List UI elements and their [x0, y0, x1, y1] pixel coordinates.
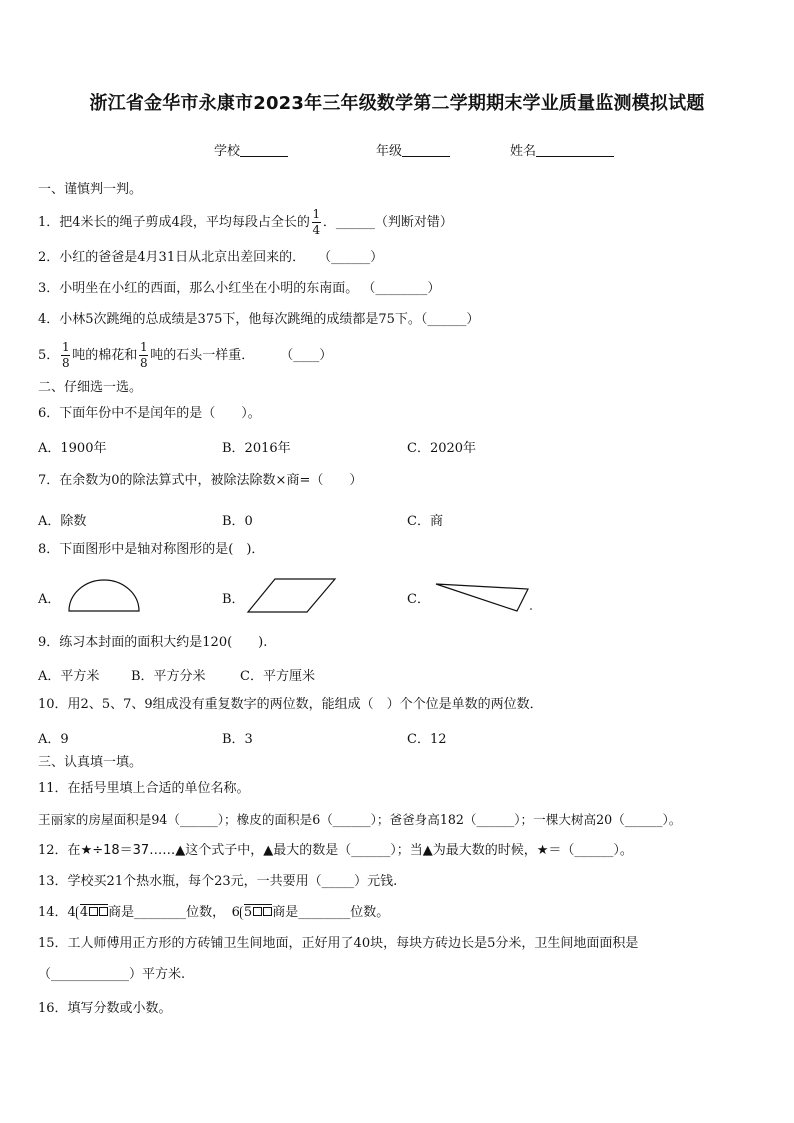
- question-14: 14．4 4 商是________位数， 6 5 商是________位数。: [38, 905, 390, 920]
- question-2: 2．小红的爸爸是4月31日从北京出差回来的． （______）: [38, 250, 384, 265]
- fraction-one-quarter: $\frac{1}{4}$: [312, 207, 321, 237]
- long-division-bracket: 4: [76, 904, 108, 922]
- q10-option-a[interactable]: A．9: [38, 732, 69, 747]
- question-15-blank: （____________）平方米.: [38, 967, 186, 982]
- name-label: 姓名: [510, 144, 537, 159]
- q7-option-b[interactable]: B．0: [222, 514, 253, 529]
- q7-option-c[interactable]: C．商: [407, 514, 443, 529]
- question-16: 16．填写分数或小数。: [38, 1001, 172, 1016]
- fraction-one-eighth: $\frac{1}{8}$: [139, 340, 148, 370]
- parallelogram-shape: [246, 577, 338, 615]
- question-9: 9．练习本封面的面积大约是120( ).: [38, 635, 268, 650]
- q10-option-b[interactable]: B．3: [222, 732, 253, 747]
- question-6: 6．下面年份中不是闰年的是（ ）。: [38, 406, 261, 421]
- page-title: 浙江省金华市永康市2023年三年级数学第二学期期末学业质量监测模拟试题: [89, 93, 705, 114]
- q9-option-c[interactable]: C．平方厘米: [240, 669, 315, 684]
- semicircle-shape: [66, 577, 142, 613]
- question-8: 8．下面图形中是轴对称图形的是( )．: [38, 542, 265, 557]
- question-7: 7．在余数为0的除法算式中，被除法除数×商=（ ）: [38, 473, 363, 488]
- question-12: 12．在★÷18＝37……▲这个式子中，▲最大的数是（______）；当▲为最大数的时候，★＝（______）。: [38, 843, 633, 858]
- q6-option-a[interactable]: A．1900年: [38, 441, 107, 456]
- question-3: 3．小明坐在小红的西面，那么小红坐在小明的东南面。 （________）: [38, 281, 441, 296]
- q10-option-c[interactable]: C．12: [407, 732, 447, 747]
- question-13: 13．学校买21个热水瓶，每个23元，一共要用（_____）元钱.: [38, 874, 398, 889]
- q7-option-a[interactable]: A．除数: [38, 514, 87, 529]
- question-15: 15．工人师傅用正方形的方砖铺卫生间地面，正好用了40块，每块方砖边长是5分米，卫生间地面面积是: [38, 936, 639, 951]
- q6-option-c[interactable]: C．2020年: [407, 441, 477, 456]
- question-5: 5． $\frac{1}{8}$ 吨的棉花和 $\frac{1}{8}$ 吨的石头一样重． （____）: [38, 340, 333, 370]
- star-icon: ★: [536, 843, 549, 858]
- grade-field[interactable]: [376, 140, 450, 159]
- q8-option-c[interactable]: C．: [407, 592, 430, 607]
- fraction-one-eighth: $\frac{1}{8}$: [61, 340, 70, 370]
- q9-option-b[interactable]: B．平方分米: [131, 669, 206, 684]
- question-1: 1．把4米长的绳子剪成4段，平均每段占全长的 $\frac{1}{4}$ ．______（判断对错）: [38, 207, 453, 237]
- section-3-heading: 三、认真填一填。: [38, 755, 143, 770]
- q6-option-b[interactable]: B．2016年: [222, 441, 291, 456]
- grade-label: 年级: [376, 144, 403, 159]
- section-1-heading: 一、谨慎判一判。: [38, 182, 143, 197]
- star-icon: ★: [80, 843, 93, 858]
- q8-option-a[interactable]: A．: [38, 592, 61, 607]
- question-4: 4．小林5次跳绳的总成绩是375下，他每次跳绳的成绩都是75下。（______）: [38, 312, 480, 327]
- question-10: 10．用2、5、7、9组成没有重复数字的两位数，能组成（ ）个个位是单数的两位数．: [38, 697, 543, 712]
- long-division-bracket: 5: [240, 904, 272, 922]
- school-field[interactable]: [214, 140, 288, 159]
- question-11-blanks: 王丽家的房屋面积是94（______）；橡皮的面积是6（______）；爸爸身高182（______）；一棵大树高20（______）。: [38, 812, 682, 827]
- q9-option-a[interactable]: A．平方米: [38, 669, 100, 684]
- triangle-shape: [434, 579, 536, 613]
- section-2-heading: 二、仔细选一选。: [38, 380, 143, 395]
- q8-option-b[interactable]: B．: [222, 592, 245, 607]
- name-field[interactable]: [510, 140, 614, 159]
- question-11: 11．在括号里填上合适的单位名称。: [38, 781, 250, 796]
- school-label: 学校: [214, 144, 241, 159]
